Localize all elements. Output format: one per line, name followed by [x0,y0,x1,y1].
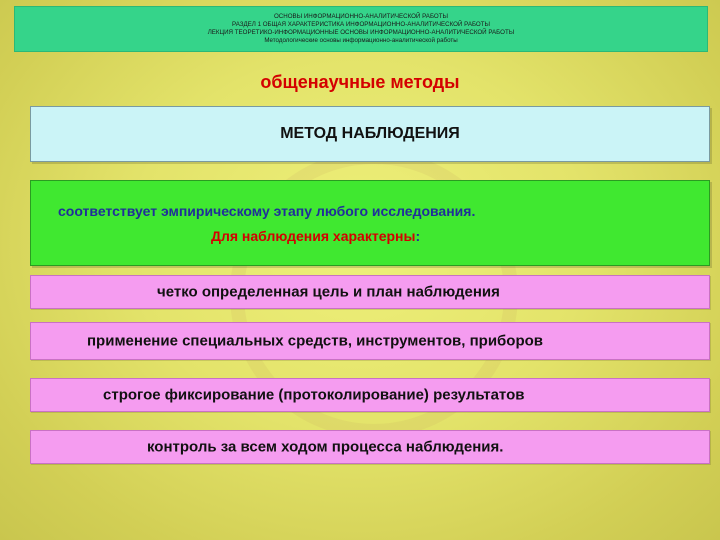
feature-item-4-text: контроль за всем ходом процесса наблюдения. [147,438,504,456]
header-line-section: РАЗДЕЛ 1 ОБЩАЯ ХАРАКТЕРИСТИКА ИНФОРМАЦИОННО-АНАЛИТИЧЕСКОЙ РАБОТЫ [231,21,491,28]
feature-item-3-text: строгое фиксирование (протоколирование) результатов [103,386,525,404]
description-box [30,180,710,266]
header-line-lecture: ЛЕКЦИЯ ТЕОРЕТИКО-ИНФОРМАЦИОННЫЕ ОСНОВЫ ИНФОРМАЦИОННО-АНАЛИТИЧЕСКОЙ РАБОТЫ [207,29,515,36]
slide-subtitle: общенаучные методы [260,72,460,92]
method-title: МЕТОД НАБЛЮДЕНИЯ [280,125,460,142]
description-line-2 [211,228,420,244]
header-line-course: ОСНОВЫ ИНФОРМАЦИОННО-АНАЛИТИЧЕСКОЙ РАБОТЫ [273,13,449,20]
feature-item-1-text: четко определенная цель и план наблюдения [157,283,500,301]
description-line-2-colon: : [415,228,421,244]
feature-item-1 [30,275,710,309]
description-line-2-text: Для наблюдения характерны [211,228,416,244]
feature-item-3 [30,378,710,412]
description-line-1: соответствует эмпирическому этапу любого исследования. [58,203,476,219]
feature-item-2 [30,322,710,360]
feature-item-2-text: применение специальных средств, инструментов, приборов [87,332,544,350]
header-line-topic: Методологические основы информационно-аналитической работы [264,37,458,44]
method-title-box [30,106,710,162]
slide-header [14,6,708,52]
feature-item-4 [30,430,710,464]
